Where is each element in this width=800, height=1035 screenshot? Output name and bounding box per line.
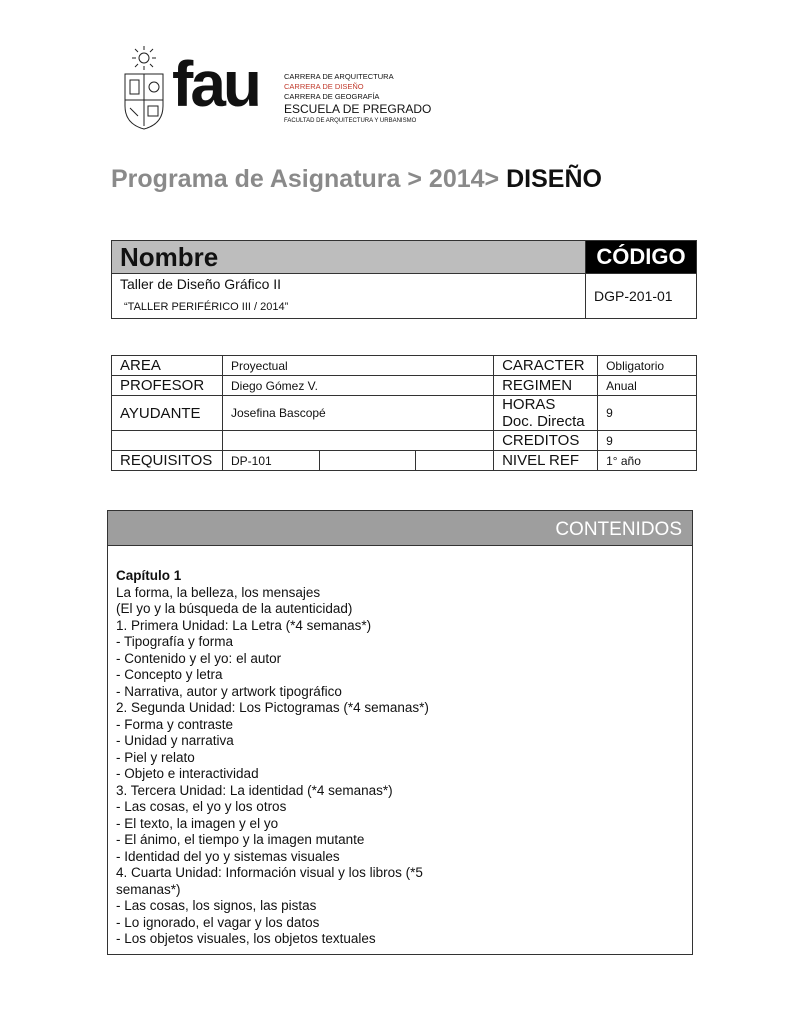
list-item: - Las cosas, el yo y los otros: [116, 799, 287, 814]
list-item: - Concepto y letra: [116, 667, 223, 682]
ayudante-value: Josefina Bascopé: [222, 396, 493, 431]
course-name-table: [111, 240, 697, 319]
caracter-value: Obligatorio: [598, 356, 697, 376]
list-item: - Identidad del yo y sistemas visuales: [116, 848, 340, 864]
list-item: - Las cosas, los signos, las pistas: [116, 898, 317, 913]
profesor-label: PROFESOR: [112, 376, 223, 396]
list-item: 2. Segunda Unidad: Los Pictogramas (*4 semanas*): [116, 700, 429, 715]
list-item: - El texto, la imagen y el yo: [116, 815, 279, 831]
contents-header: CONTENIDOS: [108, 511, 692, 546]
list-item: - Tipografía y forma: [116, 634, 234, 649]
empty-cell: [319, 451, 416, 471]
list-item: semanas*): [116, 881, 181, 897]
list-item: - Lo ignorado, el vagar y los datos: [116, 914, 320, 930]
table-row: [112, 376, 697, 396]
list-item: - El ánimo, el tiempo y la imagen mutante: [116, 832, 365, 847]
logo-text: [284, 72, 431, 125]
logo-school: ESCUELA DE PREGRADO: [284, 102, 432, 116]
nivel-value: 1° año: [598, 451, 697, 471]
list-item: - Narrativa, autor y artwork tipográfico: [116, 683, 342, 699]
logo-line-geografia: CARRERA DE GEOGRAFÍA: [284, 92, 380, 101]
logo-line-arquitectura: CARRERA DE ARQUITECTURA: [284, 72, 394, 81]
horas-value: 9: [598, 396, 697, 431]
course-subtitle: “TALLER PERIFÉRICO III / 2014”: [124, 301, 289, 313]
list-item: - Los objetos visuales, los objetos textuales: [116, 931, 376, 946]
ayudante-label: AYUDANTE: [112, 396, 223, 431]
list-item: La forma, la belleza, los mensajes: [116, 584, 321, 600]
empty-cell: [112, 431, 223, 451]
contents-box: [107, 510, 693, 955]
profesor-value: Diego Gómez V.: [222, 376, 493, 396]
horas-label-line2: Doc. Directa: [502, 413, 585, 430]
list-item: (El yo y la búsqueda de la autenticidad): [116, 601, 353, 616]
contents-body: [108, 546, 692, 948]
list-item: - Forma y contraste: [116, 716, 234, 732]
list-item: - Objeto e interactividad: [116, 766, 259, 781]
horas-label-line1: HORAS: [502, 396, 556, 413]
table-row: [112, 396, 697, 431]
regimen-label: REGIMEN: [494, 376, 598, 396]
course-code: DGP-201-01: [586, 274, 697, 319]
logo-line-diseno: CARRERA DE DISEÑO: [284, 82, 364, 91]
chapter-title: Capítulo 1: [116, 568, 182, 583]
requisitos-label: REQUISITOS: [112, 451, 223, 471]
nombre-header: Nombre: [112, 241, 586, 274]
creditos-value: 9: [598, 431, 697, 451]
list-item: - Unidad y narrativa: [116, 733, 234, 748]
fau-logo: fau: [172, 48, 259, 120]
area-value: Proyectual: [222, 356, 493, 376]
page-title: [111, 165, 602, 194]
logo-faculty: FACULTAD DE ARQUITECTURA Y URBANISMO: [284, 118, 417, 124]
caracter-label: CARACTER: [494, 356, 598, 376]
university-crest-icon: [122, 44, 166, 130]
page-title-prefix: Programa de Asignatura > 2014>: [111, 165, 500, 193]
course-info-table: [111, 355, 697, 471]
list-item: - Piel y relato: [116, 749, 195, 765]
empty-cell: [416, 451, 494, 471]
table-row: [112, 451, 697, 471]
course-name: Taller de Diseño Gráfico II: [120, 276, 282, 292]
area-label: AREA: [112, 356, 223, 376]
empty-cell: [222, 431, 493, 451]
course-name-cell: [112, 274, 586, 319]
table-row: [112, 356, 697, 376]
page-title-emphasis: DISEÑO: [506, 165, 602, 193]
list-item: 1. Primera Unidad: La Letra (*4 semanas*): [116, 617, 372, 633]
nivel-label: NIVEL REF: [494, 451, 598, 471]
list-item: - Contenido y el yo: el autor: [116, 650, 282, 666]
regimen-value: Anual: [598, 376, 697, 396]
list-item: 3. Tercera Unidad: La identidad (*4 semanas*): [116, 782, 393, 798]
requisitos-value: DP-101: [222, 451, 319, 471]
table-row: [112, 431, 697, 451]
horas-label: [494, 396, 598, 431]
creditos-label: CREDITOS: [494, 431, 598, 451]
list-item: 4. Cuarta Unidad: Información visual y los libros (*5: [116, 865, 423, 880]
codigo-header: CÓDIGO: [586, 241, 697, 274]
